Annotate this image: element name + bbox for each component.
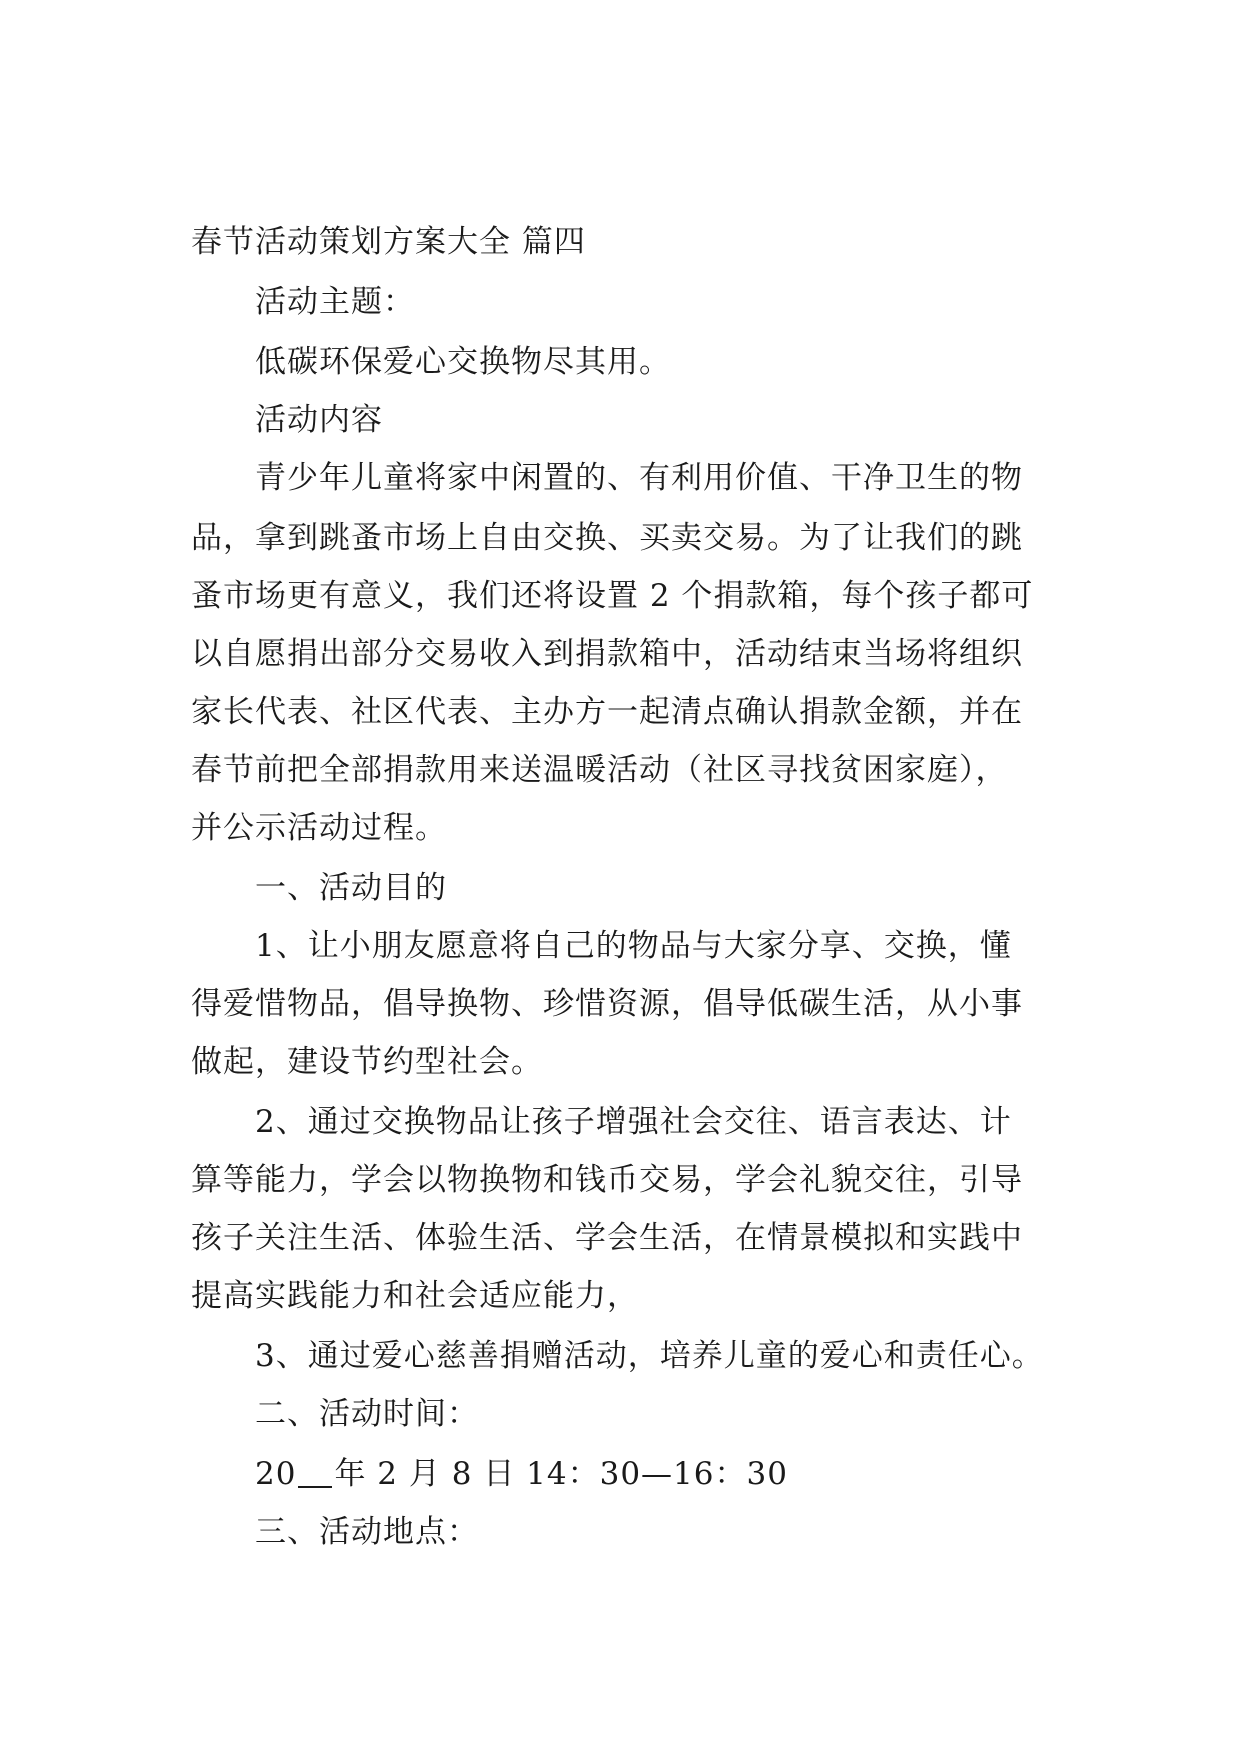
section-heading-purpose: 一、活动目的: [255, 870, 447, 906]
paragraph-line: 春节前把全部捐款用来送温暖活动（社区寻找贫困家庭），: [191, 752, 1008, 788]
paragraph-line: 蚤市场更有意义，我们还将设置 2 个捐款箱，每个孩子都可: [191, 578, 1034, 614]
paragraph-line: 以自愿捐出部分交易收入到捐款箱中，活动结束当场将组织: [191, 636, 1023, 672]
paragraph-line: 得爱惜物品，倡导换物、珍惜资源，倡导低碳生活，从小事: [191, 986, 1023, 1022]
activity-date: [0, 1454, 1241, 1494]
paragraph-line: 1、让小朋友愿意将自己的物品与大家分享、交换，懂: [255, 928, 1012, 964]
paragraph-line: 孩子关注生活、体验生活、学会生活，在情景模拟和实践中: [191, 1220, 1023, 1256]
paragraph-line: 做起，建设节约型社会。: [191, 1044, 543, 1080]
blank-underline: [298, 1456, 332, 1488]
date-suffix: 年 2 月 8 日 14：30—16：30: [334, 1456, 788, 1492]
paragraph-line: 品，拿到跳蚤市场上自由交换、买卖交易。为了让我们的跳: [191, 520, 1023, 556]
paragraph-line: 提高实践能力和社会适应能力，: [191, 1278, 639, 1314]
paragraph-line: 算等能力，学会以物换物和钱币交易，学会礼貌交往，引导: [191, 1162, 1023, 1198]
section-heading-location: 三、活动地点：: [255, 1514, 479, 1550]
paragraph-line: 青少年儿童将家中闲置的、有利用价值、干净卫生的物: [255, 460, 1023, 496]
paragraph-line: 2、通过交换物品让孩子增强社会交往、语言表达、计: [255, 1104, 1012, 1140]
paragraph-line: 3、通过爱心慈善捐赠活动，培养儿童的爱心和责任心。: [255, 1338, 1044, 1374]
document-title: 春节活动策划方案大全 篇四: [191, 224, 586, 260]
section-label-theme: 活动主题：: [255, 284, 415, 320]
theme-text: 低碳环保爱心交换物尽其用。: [255, 344, 671, 380]
section-label-content: 活动内容: [255, 402, 383, 438]
paragraph-line: 并公示活动过程。: [191, 810, 447, 846]
section-heading-time: 二、活动时间：: [255, 1396, 479, 1432]
paragraph-line: 家长代表、社区代表、主办方一起清点确认捐款金额，并在: [191, 694, 1023, 730]
date-prefix: 20: [255, 1456, 297, 1492]
